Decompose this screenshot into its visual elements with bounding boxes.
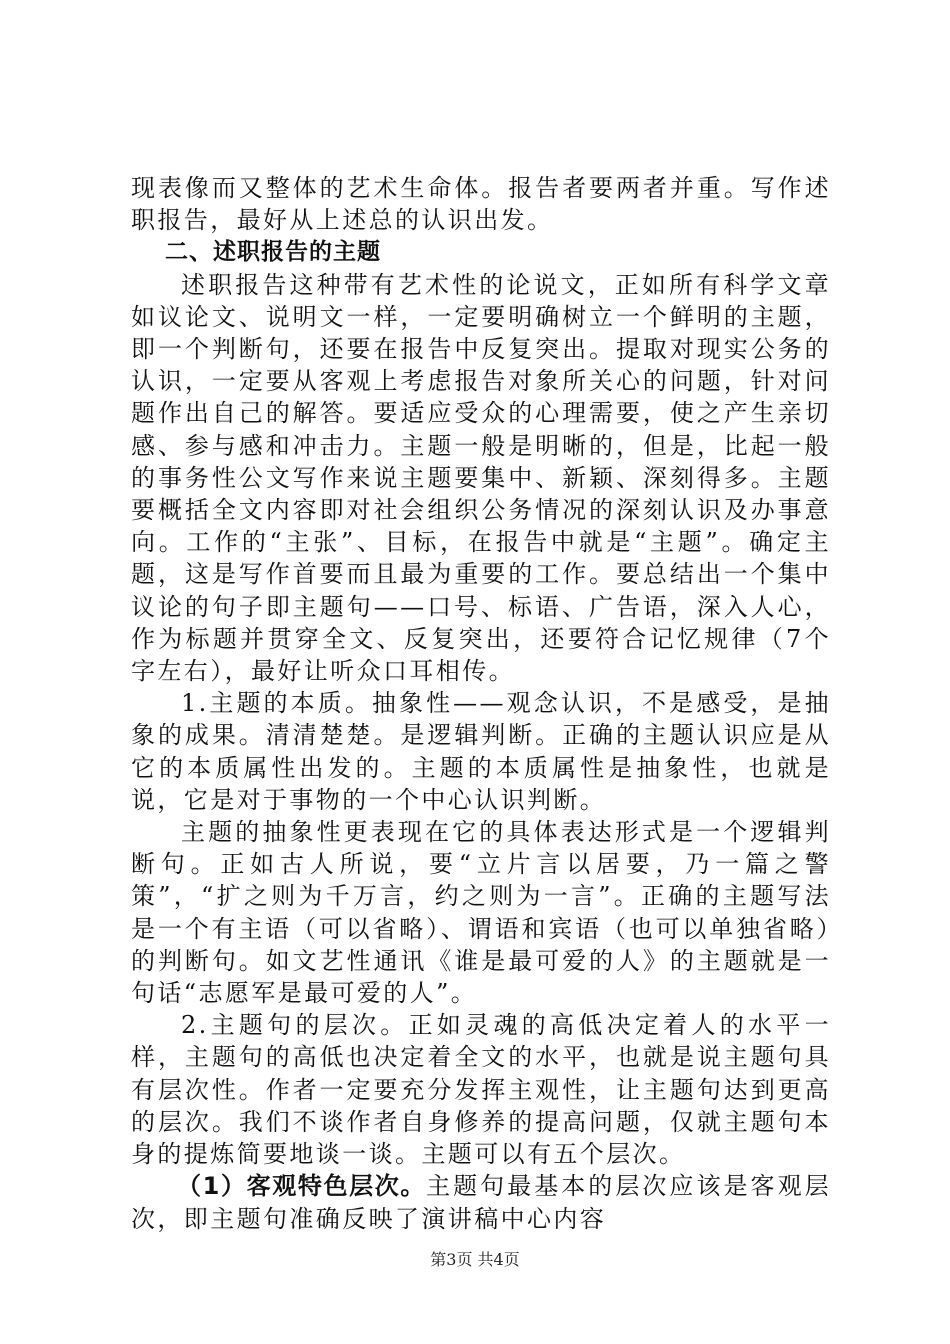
paragraph-continuation: 现表像而又整体的艺术生命体。报告者要两者并重。写作述职报告，最好从上述总的认识出发。	[131, 174, 831, 235]
paragraph-theme-essence: 1.主题的本质。抽象性——观念认识，不是感受，是抽象的成果。清清楚楚。是逻辑判断。正确的主题认识应是从它的本质属性出发的。主题的本质属性是抽象性，也就是说，它是对于事物的一个中心认识判断。	[131, 689, 831, 814]
paragraph-objective-level	[131, 1170, 831, 1234]
paragraph-theme-intro: 述职报告这种带有艺术性的论说文，正如所有科学文章如议论文、说明文一样，一定要明确树立一个鲜明的主题，即一个判断句，还要在报告中反复突出。提取对现实公务的认识，一定要从客观上考虑报告对象所关心的问题，针对问题作出自己的解答。要适应受众的心理需要，使之产生亲切感、参与感和冲击力。主题一般是明晰的，但是，比起一般的事务性公文写作来说主题要集中、新颖、深刻得多。主题要概括全文内容即对社会组织公务情况的深刻认识及办事意向。工作的“主张”、目标，在报告中就是“主题”。确定主题，这是写作首要而且最为重要的工作。要总结出一个集中议论的句子即主题句——口号、标语、广告语，深入人心，作为标题并贯穿全文、反复突出，还要符合记忆规律（7个字左右），最好让听众口耳相传。	[131, 270, 831, 686]
page-footer: 第3页 共4页	[430, 1250, 520, 1269]
section-heading: 二、述职报告的主题	[165, 239, 381, 266]
paragraph-theme-levels: 2.主题句的层次。正如灵魂的高低决定着人的水平一样，主题句的高低也决定着全文的水平，也就是说主题句具有层次性。作者一定要充分发挥主观性，让主题句达到更高的层次。我们不谈作者自身修养的提高问题，仅就主题句本身的提炼简要地谈一谈。主题可以有五个层次。	[131, 1011, 831, 1169]
subheading-objective-level: （1）客观特色层次。	[177, 1172, 427, 1201]
objective-level-text: 主题句最基本的层次应该是客观层次，即主题句准确反映了演讲稿中心内容	[131, 1172, 832, 1233]
paragraph-theme-abstraction: 主题的抽象性更表现在它的具体表达形式是一个逻辑判断句。正如古人所说，要“立片言以居要，乃一篇之警策”，“扩之则为千万言，约之则为一言”。正确的主题写法是一个有主语（可以省略）、谓语和宾语（也可以单独省略）的判断句。如文艺性通讯《谁是最可爱的人》的主题就是一句话“志愿军是最可爱的人”。	[131, 818, 831, 1008]
document-body	[131, 172, 831, 1235]
